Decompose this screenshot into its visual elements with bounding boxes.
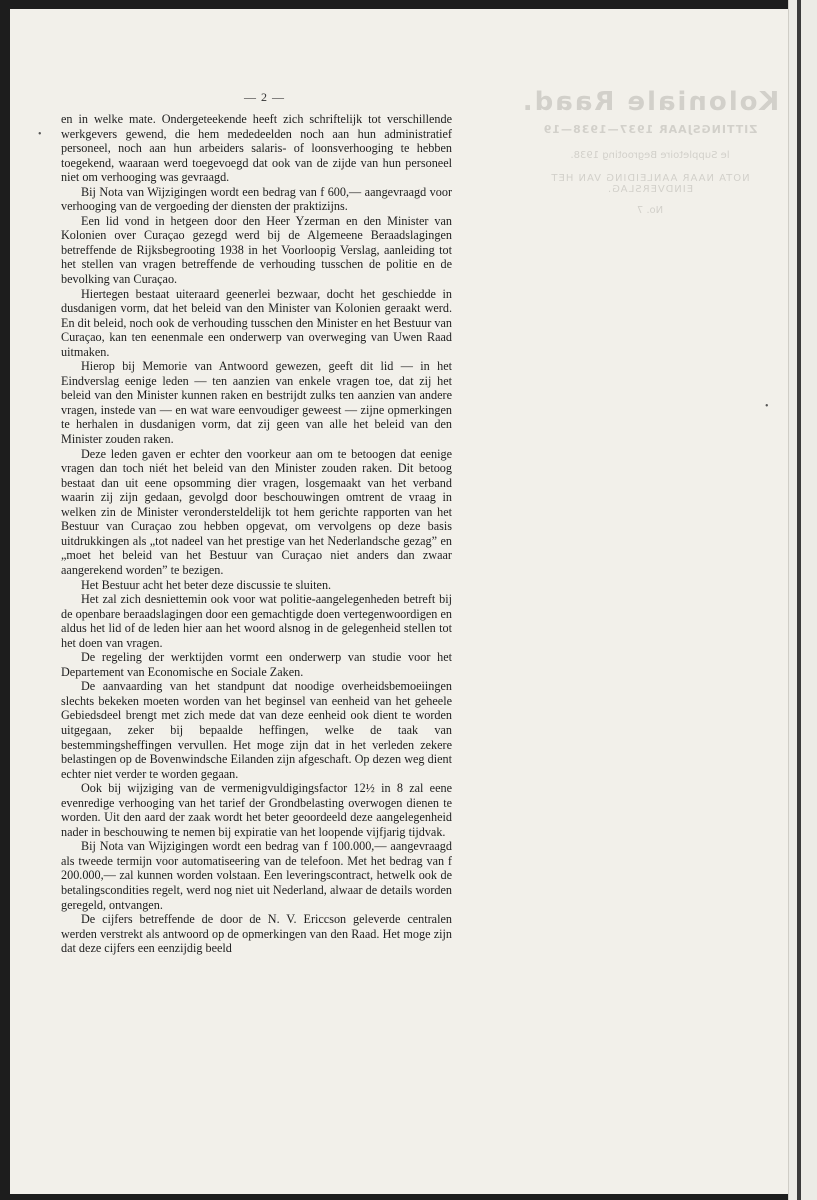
bleed-line-5: No. 7: [636, 205, 664, 216]
margin-dot-mark: •: [765, 401, 769, 412]
paragraph: Ook bij wijziging van de vermenigvuldigingsfactor 12½ in 8 zal eene evenredige verhooging van het tarief der Grondbelasting overwogen dienen te worden. Uit den aard der zaak wordt het beter geoordeeld deze aangelegenheid nader in beschouwing te nemen bij expiratie van het loopende vijfjarig tijdvak.: [61, 781, 452, 839]
bleed-line-4: NOTA NAAR AANLEIDING VAN HET EINDVERSLAG.: [550, 173, 750, 195]
paragraph: Hierop bij Memorie van Antwoord gewezen, geeft dit lid — in het Eindverslag eenige leden — ten aanzien van enkele vragen toe, dat zij het beleid van den Minister kunnen raken en bestrijdt zulks ten aanzien van andere vragen, instede van — en wat ware eenvoudiger geweest — zijne opmerkingen te herhalen in dusdanigen vorm, dat zij geen van alle het beleid van den Minister zouden raken.: [61, 359, 452, 447]
body-text: [61, 112, 452, 956]
paragraph: Het zal zich desniettemin ook voor wat politie-aangelegenheden betreft bij de openbare beraadslagingen door een gemachtigde doen vertegenwoordigen en aldus het lid of de leden hier aan het woord alsnog in de gelegenheid stellen tot het doen van vragen.: [61, 592, 452, 650]
paragraph: De cijfers betreffende de door de N. V. Ericcson geleverde centralen werden verstrekt als antwoord op de opmerkingen van den Raad. Het moge zijn dat deze cijfers een eenzijdig beeld: [61, 912, 452, 956]
document-page: [10, 9, 788, 1194]
paragraph: Bij Nota van Wijzigingen wordt een bedrag van f 600,— aangevraagd voor verhooging van de vergoeding der diensten der praktizijns.: [61, 184, 452, 214]
bleed-line-2: ZITTINGSJAAR 1937—1938—19: [542, 123, 758, 136]
bleed-line-1: Koloniale Raad.: [520, 87, 780, 117]
bleed-through-text: [515, 87, 785, 216]
bleed-line-3: le Suppletoire Begrooting 1938.: [570, 150, 730, 161]
paragraph: Het Bestuur acht het beter deze discussie te sluiten.: [81, 577, 332, 592]
paragraph: Bij Nota van Wijzigingen wordt een bedrag van f 100.000,— aangevraagd als tweede termijn voor automatiseering van de telefoon. Met het bedrag van f 200.000,— zal kunnen worden volstaan. Een leveringscontract, hetwelk ook de betalingscondities regelt, werd nog niet uit Nederland, alwaar de details worden geregeld, ontvangen.: [61, 839, 452, 912]
margin-dot-mark: •: [38, 129, 42, 140]
paragraph: Hiertegen bestaat uiteraard geenerlei bezwaar, docht het geschiedde in dusdanigen vorm, dat het beleid van den Minister van Kolonien geraakt werd. En dit beleid, noch ook de verhouding tusschen den Minister en het Bestuur van Curaçao, kan ten eenenmale een onderwerp van overweging van Uwen Raad uitmaken.: [61, 286, 452, 359]
paragraph: De aanvaarding van het standpunt dat noodige overheidsbemoeiingen slechts bekeken moeten worden van het beginsel van eenheid van het geheele Gebiedsdeel brengt met zich mede dat van deze eenheid ook dient te worden uitgegaan, zeker bij bepaalde heffingen, welke de taak van bestemmingsheffingen vervullen. Het moge zijn dat in het verleden zekere belastingen op de Bovenwindsche Eilanden zijn afgeschaft. Op dezen weg dient echter niet verder te worden gegaan.: [61, 679, 452, 781]
paragraph: Een lid vond in hetgeen door den Heer Yzerman en den Minister van Kolonien over Curaçao gezegd werd bij de Algemeene Beraadslagingen betreffende de Rijksbegrooting 1938 in het Voorloopig Verslag, aanleiding tot het stellen van vragen betreffende de verhouding tusschen de politie en de bevolking van Curaçao.: [61, 213, 452, 287]
paragraph: De regeling der werktijden vormt een onderwerp van studie voor het Departement van Economische en Sociale Zaken.: [61, 650, 452, 679]
binding-edge: [797, 0, 801, 1200]
paragraph: en in welke mate. Ondergeteekende heeft zich schriftelijk tot verschillende werkgevers gewend, die hem mededeelden noch aan hun administratief personeel, noch aan hun arbeiders salaris- of loonsverhooging te hebben toegekend, waaraan werd toegevoegd dat ook van de zijde van hun personeel niet om verhooging was gevraagd.: [61, 112, 452, 185]
paragraph: Deze leden gaven er echter den voorkeur aan om te betoogen dat eenige vragen dan toch niét het beleid van den Minister zouden raken. Dit betoog bestaat dan uit eene opsomming dier vragen, losgemaakt van het verband waarin zij zijn gedaan, gevolgd door beschouwingen omtrent de vraag in welken zin de Minister verondersteldelijk tot hem gerichte rapporten van het Bestuur van Curaçao zou hebben opgevat, om vervolgens op deze basis uitdrukkingen als „tot nadeel van het prestige van het Nederlandsche gezag” en „moet het beleid van het Bestuur van Curaçao niet anders dan zwaar aangerekend worden” te bezigen.: [61, 446, 452, 577]
page-number: — 2 —: [244, 90, 285, 104]
adjacent-page-strip: [788, 0, 817, 1200]
